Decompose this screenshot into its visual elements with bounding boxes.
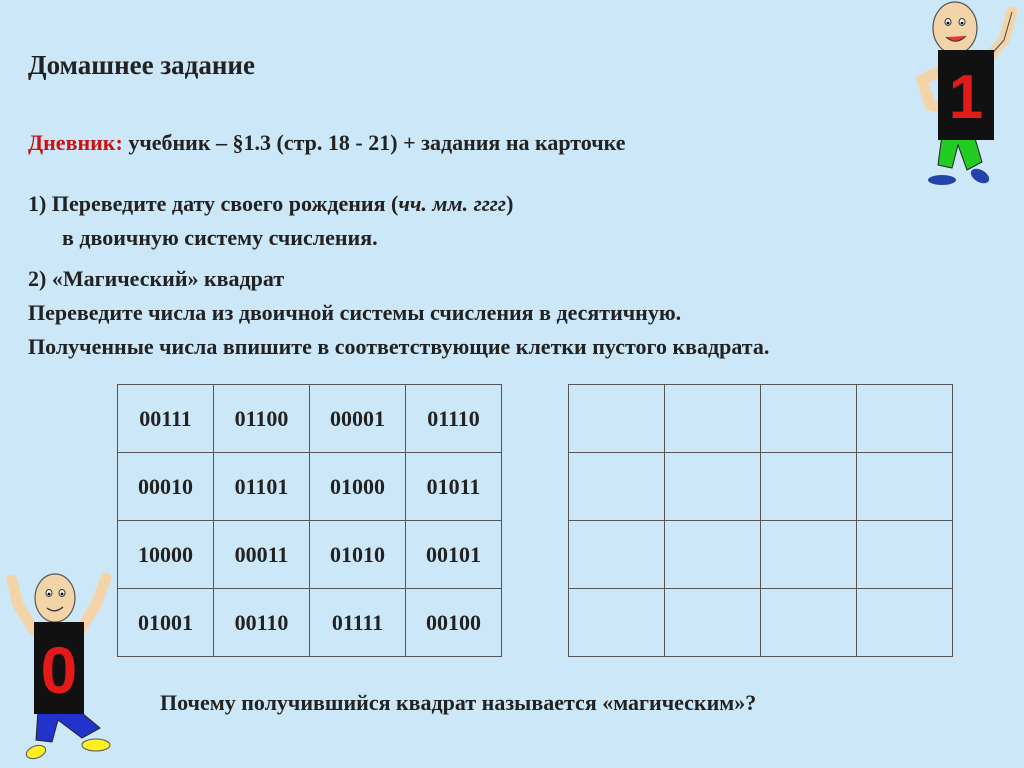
figure-zero-illustration [0,570,120,765]
binary-cell: 01010 [310,521,406,589]
binary-cell: 01111 [310,589,406,657]
task-1-line-1 [28,187,513,221]
binary-row [118,521,502,589]
empty-cell [665,589,761,657]
task-1-line-2: в двоичную систему счисления. [62,225,378,250]
diary-label: Дневник: [28,130,123,155]
empty-cell [857,589,953,657]
empty-cell [665,385,761,453]
empty-square-body [569,385,953,657]
question-text: Почему получившийся квадрат называется «магическим»? [160,690,757,715]
figure-one-illustration [912,0,1024,195]
binary-square-body [118,385,502,657]
empty-cell [761,453,857,521]
diary-line [28,130,626,156]
binary-row [118,385,502,453]
empty-cell [569,521,665,589]
binary-cell: 00101 [406,521,502,589]
task-1-date-format: чч. мм. гггг [398,191,507,216]
empty-cell [665,453,761,521]
empty-cell [569,453,665,521]
binary-cell: 00100 [406,589,502,657]
diary-text: учебник – §1.3 (стр. 18 - 21) + задания на карточке [128,130,626,155]
digit-zero: 0 [40,633,78,707]
empty-cell [569,385,665,453]
task-2-line-2: Переведите числа из двоичной системы счисления в десятичную. [28,300,682,325]
page-title: Домашнее задание [28,50,255,80]
binary-cell: 00010 [118,453,214,521]
binary-cell: 01110 [406,385,502,453]
empty-cell [569,589,665,657]
binary-cell: 00110 [214,589,310,657]
binary-cell: 01001 [118,589,214,657]
digit-one: 1 [948,63,984,132]
empty-row [569,385,953,453]
binary-cell: 01101 [214,453,310,521]
task-2 [28,262,769,364]
task-2-line-1: 2) «Магический» квадрат [28,266,285,291]
empty-row [569,521,953,589]
empty-cell [857,521,953,589]
empty-row [569,453,953,521]
empty-cell [761,589,857,657]
task-1 [28,187,513,255]
empty-square-table [568,384,953,657]
task-1-suffix: ) [506,191,514,216]
binary-cell: 00111 [118,385,214,453]
binary-cell: 01011 [406,453,502,521]
empty-row [569,589,953,657]
task-1-prefix: 1) Переведите дату своего рождения ( [28,191,399,216]
empty-cell [857,453,953,521]
empty-cell [761,385,857,453]
binary-cell: 01000 [310,453,406,521]
binary-cell: 10000 [118,521,214,589]
binary-square-table [117,384,502,657]
empty-cell [857,385,953,453]
binary-cell: 00001 [310,385,406,453]
task-2-line-3: Полученные числа впишите в соответствующие клетки пустого квадрата. [28,334,770,359]
binary-row [118,589,502,657]
binary-cell: 00011 [214,521,310,589]
empty-cell [665,521,761,589]
binary-row [118,453,502,521]
empty-cell [761,521,857,589]
binary-cell: 01100 [214,385,310,453]
